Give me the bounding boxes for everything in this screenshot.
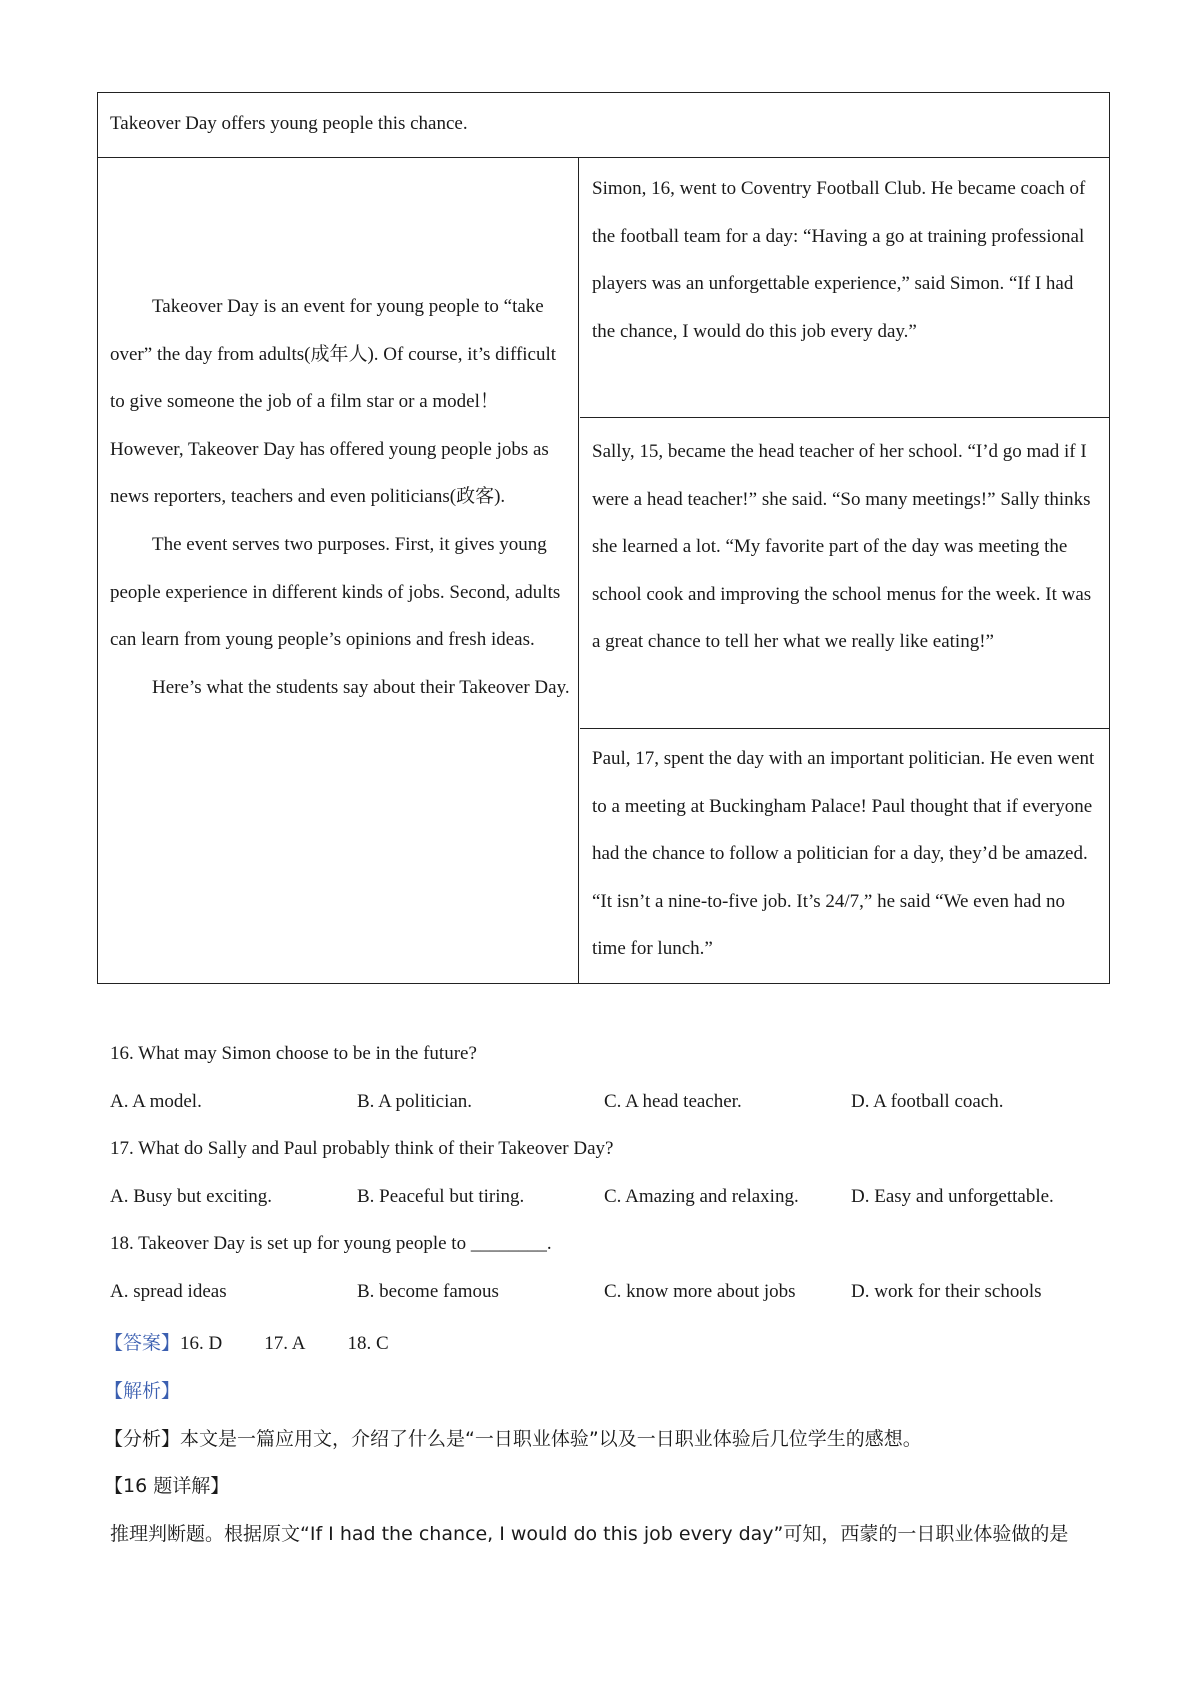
q16-option-c: C. A head teacher. xyxy=(604,1091,742,1112)
sally-cell xyxy=(580,419,1109,729)
simon-cell xyxy=(580,165,1109,418)
detail-16-text: 推理判断题。根据原文“If I had the chance, I would do this job every day”可知，西蒙的一日职业体验做的是 xyxy=(110,1523,1069,1545)
q16-option-b: B. A politician. xyxy=(357,1091,473,1112)
question-18: 18. Takeover Day is set up for young people to ________. xyxy=(110,1233,552,1254)
q18-option-b: B. become famous xyxy=(357,1281,499,1302)
q16-option-d: D. A football coach. xyxy=(851,1091,1004,1112)
sally-text: Sally, 15, became the head teacher of her school. “I’d go mad if I were a head teacher!” she said. “So many meetings!” Sally thinks she learned a lot. “My favorite part of the day was meeting the school cook and improving the school menus for the week. It was a great chance to tell her what we really like eating!” xyxy=(592,441,1092,652)
passage-table xyxy=(97,92,1110,984)
q17-option-b: B. Peaceful but tiring. xyxy=(357,1186,525,1207)
detail-16-label: 【16 题详解】 xyxy=(104,1475,230,1497)
intro-cell xyxy=(110,283,570,711)
paul-text: Paul, 17, spent the day with an important politician. He even went to a meeting at Buckingham Palace! Paul thought that if everyone had the chance to follow a politician for a day, they’d be amazed. “It isn’t a nine-to-five job. It’s 24/7,” he said “We even had no time for lunch.” xyxy=(592,748,1095,959)
q17-option-d: D. Easy and unforgettable. xyxy=(851,1186,1054,1207)
q16-option-a: A. A model. xyxy=(110,1091,202,1112)
column-divider xyxy=(578,158,579,983)
q17-option-c: C. Amazing and relaxing. xyxy=(604,1186,799,1207)
simon-text: Simon, 16, went to Coventry Football Club. He became coach of the football team for a day: “Having a go at training professional players was an unforgettable experience,” said Simon. “If I had the chance, I would do this job every day.” xyxy=(592,178,1086,342)
analysis-summary: 【分析】本文是一篇应用文，介绍了什么是“一日职业体验”以及一日职业体验后几位学生的感想。 xyxy=(104,1428,922,1450)
answer-line xyxy=(104,1328,389,1355)
q18-option-a: A. spread ideas xyxy=(110,1281,227,1302)
answer-18: 18. C xyxy=(347,1333,389,1354)
intro-paragraph-2: The event serves two purposes. First, it gives young people experience in different kinds of jobs. Second, adults can learn from young people’s opinions and fresh ideas. xyxy=(110,533,561,651)
answer-label: 【答案】 xyxy=(104,1332,181,1354)
paul-cell xyxy=(580,730,1109,983)
q18-option-c: C. know more about jobs xyxy=(604,1281,796,1302)
analysis-label: 【解析】 xyxy=(104,1380,181,1402)
intro-paragraph-1: Takeover Day is an event for young people to “take over” the day from adults(成年人). Of course, it’s difficult to give someone the job of a film star or a model！ However, Takeover Day has offered young people jobs as news reporters, teachers and even politicians(政客). xyxy=(110,296,557,508)
q18-option-d: D. work for their schools xyxy=(851,1281,1042,1302)
question-16: 16. What may Simon choose to be in the future? xyxy=(110,1043,477,1064)
q17-option-a: A. Busy but exciting. xyxy=(110,1186,273,1207)
table-header-row xyxy=(98,93,1109,158)
table-header-text: Takeover Day offers young people this chance. xyxy=(110,113,468,134)
question-17: 17. What do Sally and Paul probably think of their Takeover Day? xyxy=(110,1138,614,1159)
intro-paragraph-3: Here’s what the students say about their Takeover Day. xyxy=(152,676,570,698)
answer-17: 17. A xyxy=(264,1333,306,1354)
answer-16: 16. D xyxy=(180,1333,223,1354)
